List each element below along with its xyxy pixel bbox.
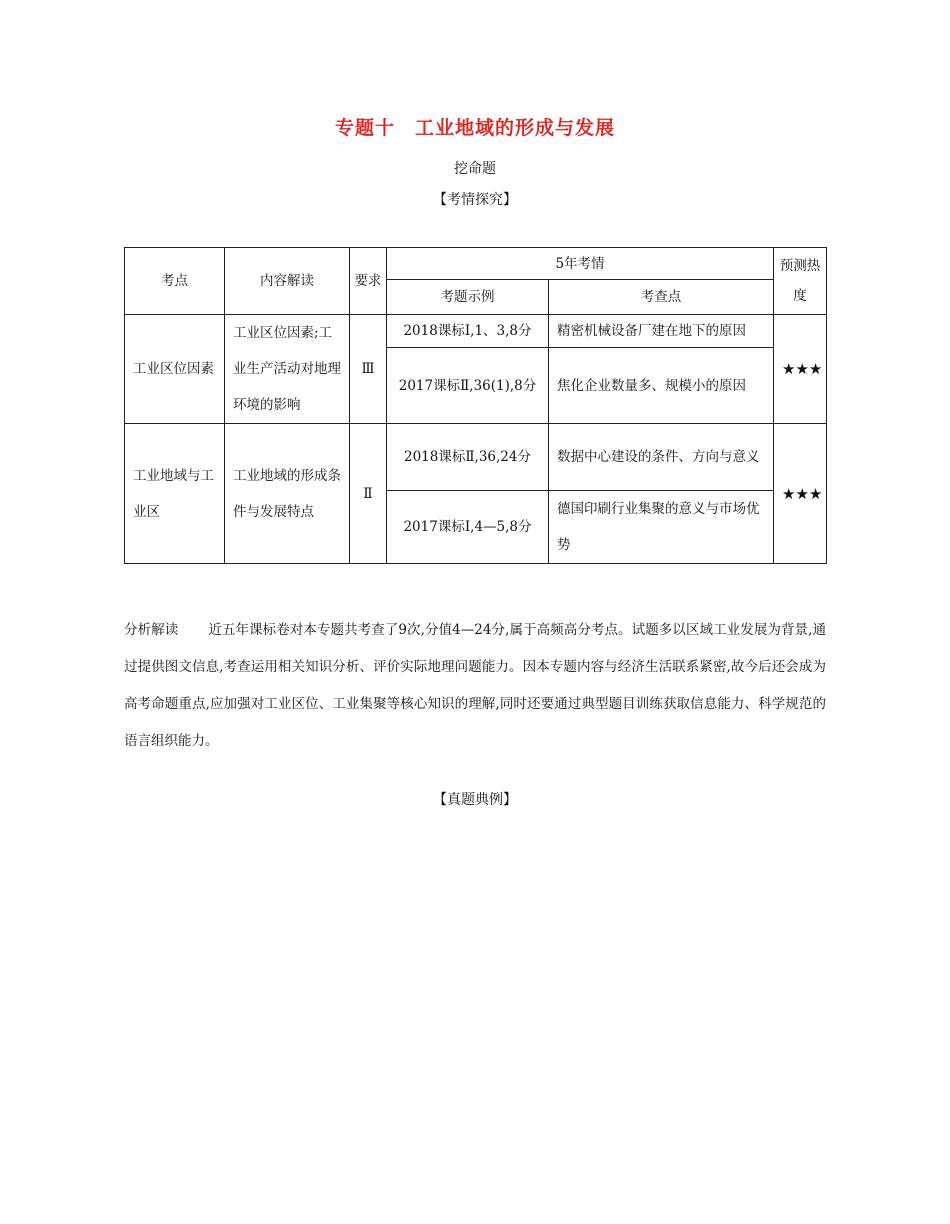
table-row <box>125 424 827 491</box>
cell-yaoqiu: Ⅱ <box>350 424 387 564</box>
cell-example: 2018课标Ⅰ,1、3,8分 <box>387 315 549 348</box>
cell-point: 焦化企业数量多、规模小的原因 <box>549 348 774 424</box>
subtitle: 挖命题 <box>454 161 496 177</box>
cell-example: 2017课标Ⅱ,36(1),8分 <box>387 348 549 424</box>
header-shili: 考题示例 <box>387 280 549 315</box>
cell-kaodian: 工业地域与工业区 <box>125 424 225 564</box>
page-title: 专题十 工业地域的形成与发展 <box>334 117 615 139</box>
section-heading-exam-analysis: 【考情探究】 <box>433 192 517 208</box>
table-row <box>125 315 827 348</box>
header-five-year: 5年考情 <box>387 248 774 280</box>
cell-example: 2018课标Ⅱ,36,24分 <box>387 424 549 491</box>
analysis-label: 分析解读 <box>124 622 179 638</box>
header-yuce: 预测热度 <box>774 248 827 315</box>
heat-stars: ★★★ <box>774 315 827 424</box>
analysis-text: 近五年课标卷对本专题共考查了9次,分值4—24分,属于高频高分考点。试题多以区域工业发展为背景,通过提供图文信息,考查运用相关知识分析、评价实际地理问题能力。因本专题内容与经济生活联系紧密,故今后还会成为高考命题重点,应加强对工业区位、工业集聚等核心知识的理解,同时还要通过典型题目训练获取信息能力、科学规范的语言组织能力。 <box>124 622 826 749</box>
cell-neirong: 工业区位因素;工业生产活动对地理环境的影响 <box>225 315 350 424</box>
cell-point: 精密机械设备厂建在地下的原因 <box>549 315 774 348</box>
analysis-paragraph <box>124 612 826 760</box>
header-row <box>125 248 827 280</box>
cell-point: 数据中心建设的条件、方向与意义 <box>549 424 774 491</box>
cell-kaodian: 工业区位因素 <box>125 315 225 424</box>
header-yaoqiu: 要求 <box>350 248 387 315</box>
header-kaodian: 考点 <box>125 248 225 315</box>
heat-stars: ★★★ <box>774 424 827 564</box>
section-heading-examples: 【真题典例】 <box>433 792 517 808</box>
cell-point: 德国印刷行业集聚的意义与市场优势 <box>549 491 774 564</box>
cell-neirong: 工业地域的形成条件与发展特点 <box>225 424 350 564</box>
header-neirong: 内容解读 <box>225 248 350 315</box>
exam-table <box>124 247 827 564</box>
header-kaochadian: 考查点 <box>549 280 774 315</box>
cell-example: 2017课标Ⅰ,4—5,8分 <box>387 491 549 564</box>
cell-yaoqiu: Ⅲ <box>350 315 387 424</box>
